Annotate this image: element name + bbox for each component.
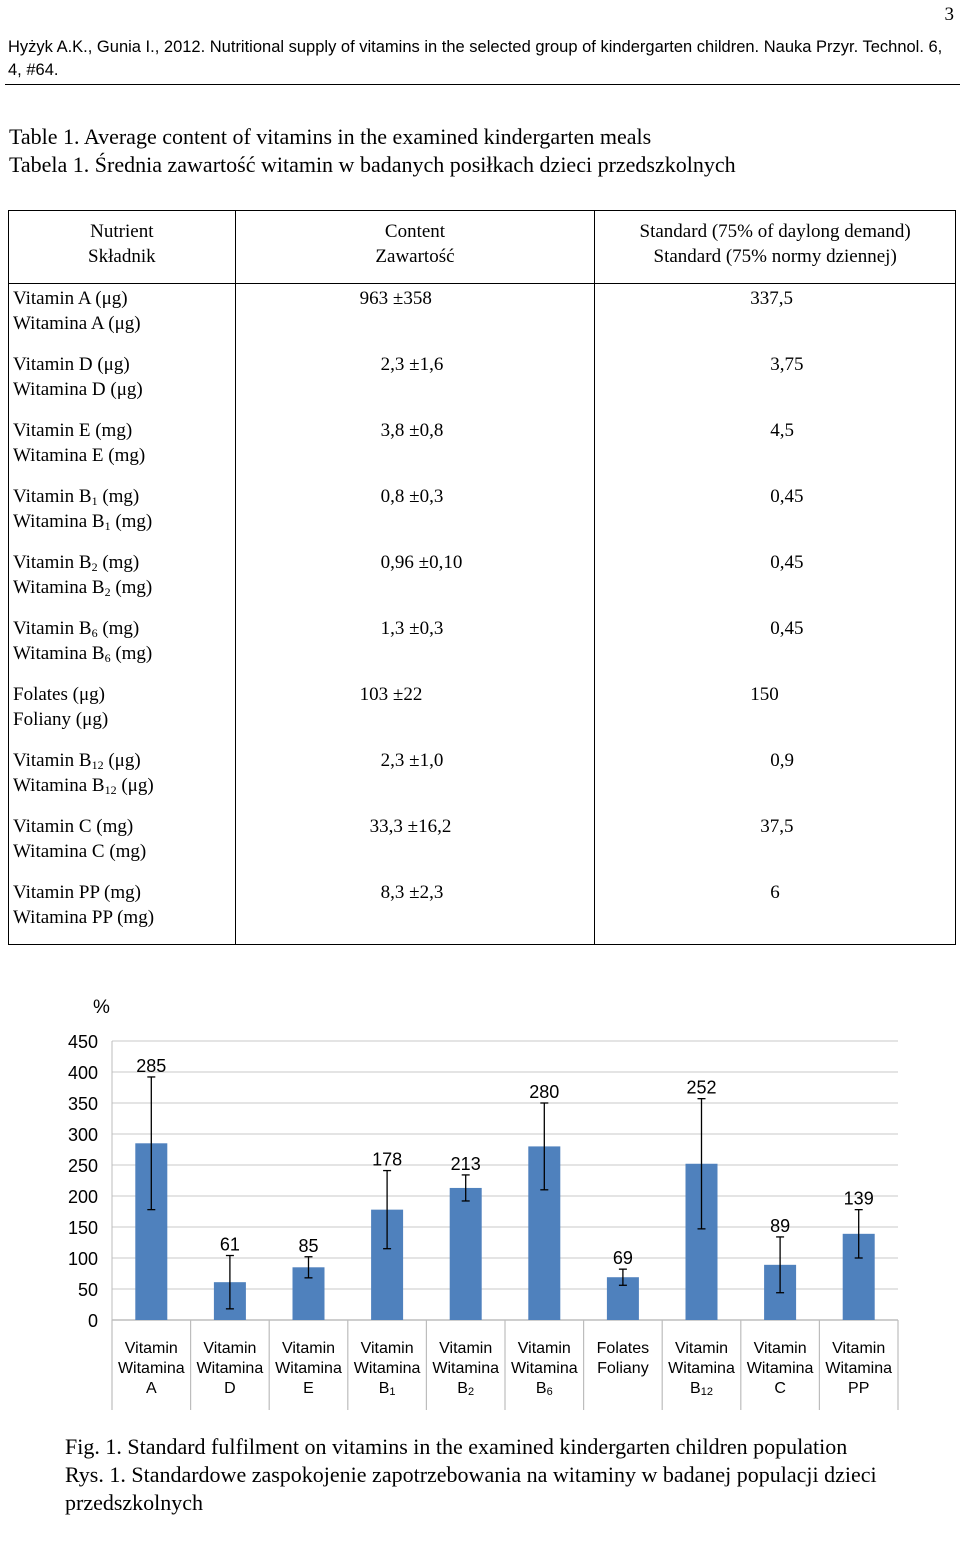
nutrient-subscript: 1 (104, 518, 111, 533)
category-label-letter: C (774, 1380, 786, 1397)
nutrient-cell (9, 746, 236, 812)
nutrient-cell (9, 878, 236, 945)
nutrient-pl (13, 510, 235, 535)
standard-cell: 0,9 (595, 746, 956, 812)
content-cell: 8,3 ±2,3 (235, 878, 595, 945)
category-label-en: Folates (596, 1340, 650, 1357)
category-label-en: Vitamin (674, 1340, 729, 1357)
header-content (235, 211, 595, 284)
y-tick-label: 300 (67, 1125, 98, 1145)
bar (450, 1188, 482, 1320)
category-label-en: Vitamin (753, 1340, 807, 1357)
standard-cell: 4,5 (595, 416, 956, 482)
category-label-subscript: 2 (467, 1386, 475, 1398)
nutrient-unit: (mg) (115, 642, 153, 664)
category-label-en: Vitamin (439, 1340, 493, 1357)
header-nutrient (9, 211, 236, 284)
category-label-pl: Witamina (510, 1360, 578, 1377)
nutrient-unit: (mg) (102, 618, 140, 639)
category-label-en: Vitamin (203, 1340, 257, 1357)
category-label-subscript: 6 (546, 1386, 553, 1398)
table-row (9, 878, 956, 945)
nutrient-unit: (mg) (115, 576, 153, 598)
figure-caption (65, 1433, 905, 1517)
y-tick-label: 400 (67, 1063, 98, 1083)
content-cell: 1,3 ±0,3 (235, 614, 595, 680)
table-caption-en: Table 1. Average content of vitamins in the examined kindergarten meals (9, 124, 652, 149)
y-tick-label: 450 (67, 1032, 98, 1052)
category-label-pl: Witamina (668, 1360, 735, 1377)
category-label-subscript: 1 (389, 1386, 396, 1398)
category-label-letter: B12 (690, 1380, 713, 1398)
nutrient-en (13, 485, 235, 510)
y-tick-label: 0 (87, 1311, 98, 1331)
category-label-en: Vitamin (360, 1340, 414, 1357)
table-captions (9, 123, 736, 179)
nutrient-en: Vitamin A (μg) (13, 288, 128, 309)
nutrient-pl: Witamina D (μg) (13, 378, 143, 400)
content-cell: 2,3 ±1,0 (235, 746, 595, 812)
data-label: 285 (136, 1055, 167, 1076)
category-label-pl: Witamina (196, 1360, 264, 1377)
header-standard (595, 211, 956, 284)
y-tick-label: 350 (67, 1094, 98, 1114)
nutrient-cell (9, 812, 236, 878)
category-label-letter: A (145, 1380, 157, 1397)
data-label: 61 (219, 1234, 240, 1255)
y-tick-label: 100 (67, 1249, 98, 1269)
table-row (9, 350, 956, 416)
standard-cell: 3,75 (595, 350, 956, 416)
page-number: 3 (944, 4, 954, 25)
nutrient-subscript: 12 (91, 758, 104, 772)
header-nutrient-en: Nutrient (90, 221, 154, 242)
nutrient-subscript: 6 (91, 626, 98, 640)
category-label-letter: B6 (535, 1380, 553, 1398)
nutrient-cell (9, 482, 236, 548)
nutrient-pl (13, 774, 235, 799)
table-row (9, 548, 956, 614)
category-label-en: Vitamin (832, 1340, 886, 1357)
vitamin-table (8, 210, 956, 945)
figure-caption-pl: Rys. 1. Standardowe zaspokojenie zapotrzebowania na witaminy w badanej populacji dzieci przedszkolnych (65, 1462, 877, 1515)
category-label-pl: Witamina (825, 1360, 893, 1377)
nutrient-en: Vitamin E (mg) (13, 420, 133, 441)
header-nutrient-pl: Składnik (88, 245, 156, 267)
nutrient-unit: (μg) (121, 774, 154, 796)
category-label-letter: D (224, 1380, 236, 1397)
nutrient-unit: (mg) (102, 486, 140, 507)
nutrient-cell (9, 548, 236, 614)
standard-cell: 37,5 (595, 812, 956, 878)
header-content-pl: Zawartość (375, 245, 455, 267)
nutrient-en (13, 551, 235, 576)
nutrient-pl: Witamina E (mg) (13, 444, 146, 466)
nutrient-en-prefix: Vitamin B (13, 750, 92, 771)
nutrient-pl: Witamina PP (mg) (13, 906, 155, 928)
nutrient-en (13, 749, 235, 774)
data-label: 69 (612, 1248, 633, 1269)
y-tick-label: 250 (67, 1156, 98, 1176)
category-label-letter: B2 (457, 1380, 475, 1398)
nutrient-en-prefix: Vitamin B (13, 486, 92, 507)
category-label-pl: Witamina (353, 1360, 421, 1377)
nutrient-unit: (mg) (102, 552, 140, 573)
nutrient-subscript: 12 (104, 782, 117, 797)
nutrient-en-prefix: Vitamin B (13, 618, 92, 639)
nutrient-cell (9, 680, 236, 746)
nutrient-unit: (mg) (115, 510, 153, 532)
nutrient-cell (9, 284, 236, 351)
y-axis-label: % (93, 997, 110, 1018)
content-cell: 33,3 ±16,2 (235, 812, 595, 878)
nutrient-pl-prefix: Witamina B (13, 642, 105, 664)
table-row (9, 614, 956, 680)
standard-cell: 0,45 (595, 614, 956, 680)
y-tick-label: 200 (67, 1187, 98, 1207)
content-cell: 2,3 ±1,6 (235, 350, 595, 416)
data-label: 178 (372, 1149, 403, 1170)
category-label-pl: Witamina (746, 1360, 814, 1377)
nutrient-cell (9, 614, 236, 680)
category-label-pl: Witamina (432, 1360, 500, 1377)
category-label-pl: Witamina (117, 1360, 185, 1377)
nutrient-cell (9, 416, 236, 482)
nutrient-subscript: 2 (91, 560, 98, 574)
table-row (9, 746, 956, 812)
nutrient-subscript: 1 (91, 494, 98, 508)
content-cell: 3,8 ±0,8 (235, 416, 595, 482)
table-row (9, 416, 956, 482)
content-cell: 103 ±22 (235, 680, 595, 746)
nutrient-cell (9, 350, 236, 416)
category-label-letter: E (303, 1380, 314, 1397)
category-label-en: Vitamin (517, 1340, 571, 1357)
header-standard-en: Standard (75% of daylong demand) (639, 221, 911, 242)
standard-cell: 337,5 (595, 284, 956, 351)
category-label-pl: Witamina (275, 1360, 342, 1377)
y-tick-label: 50 (77, 1280, 98, 1300)
table-caption-pl: Tabela 1. Średnia zawartość witamin w badanych posiłkach dzieci przedszkolnych (9, 152, 736, 177)
nutrient-pl: Foliany (μg) (13, 708, 109, 730)
category-label-subscript: 12 (700, 1386, 713, 1398)
nutrient-unit: (μg) (108, 750, 141, 771)
table-header-row (9, 211, 956, 284)
vitamin-chart (0, 985, 960, 1425)
category-label-en: Vitamin (124, 1340, 178, 1357)
data-label: 139 (843, 1188, 874, 1209)
nutrient-en: Vitamin C (mg) (13, 816, 134, 837)
content-cell: 0,96 ±0,10 (235, 548, 595, 614)
y-tick-label: 150 (67, 1218, 98, 1238)
data-label: 89 (770, 1215, 791, 1236)
table-row (9, 284, 956, 351)
data-label: 280 (529, 1082, 560, 1102)
category-label-pl: Foliany (597, 1360, 649, 1377)
standard-cell: 6 (595, 878, 956, 945)
category-label-letter: PP (848, 1380, 870, 1397)
content-cell: 0,8 ±0,3 (235, 482, 595, 548)
nutrient-pl-prefix: Witamina B (13, 510, 105, 532)
content-cell: 963 ±358 (235, 284, 595, 351)
standard-cell: 0,45 (595, 548, 956, 614)
table-row (9, 482, 956, 548)
nutrient-pl (13, 576, 235, 601)
header-rule (5, 84, 960, 85)
figure-caption-en: Fig. 1. Standard fulfilment on vitamins in the examined kindergarten children population (65, 1434, 848, 1459)
header-standard-pl: Standard (75% normy dziennej) (653, 245, 897, 267)
data-label: 85 (298, 1235, 319, 1256)
data-label: 252 (686, 1077, 717, 1098)
data-label: 213 (450, 1153, 481, 1174)
table-row (9, 812, 956, 878)
nutrient-subscript: 6 (104, 650, 111, 665)
nutrient-pl-prefix: Witamina B (13, 774, 105, 796)
standard-cell: 150 (595, 680, 956, 746)
nutrient-en: Vitamin PP (mg) (13, 882, 141, 903)
category-label-en: Vitamin (281, 1340, 336, 1357)
nutrient-subscript: 2 (104, 584, 111, 599)
category-label-letter: B1 (378, 1380, 396, 1398)
table-row (9, 680, 956, 746)
nutrient-en-prefix: Vitamin B (13, 552, 92, 573)
nutrient-pl: Witamina C (mg) (13, 840, 147, 862)
header-content-en: Content (384, 221, 446, 242)
nutrient-pl: Witamina A (μg) (13, 312, 141, 334)
standard-cell: 0,45 (595, 482, 956, 548)
nutrient-en (13, 617, 235, 642)
nutrient-en: Folates (μg) (13, 684, 105, 705)
running-head: Hyżyk A.K., Gunia I., 2012. Nutritional supply of vitamins in the selected group of kindergarten children. Nauka Przyr. Technol. 6, 4, #64. (8, 38, 943, 79)
nutrient-en: Vitamin D (μg) (13, 354, 130, 375)
nutrient-pl (13, 642, 235, 667)
nutrient-pl-prefix: Witamina B (13, 576, 105, 598)
